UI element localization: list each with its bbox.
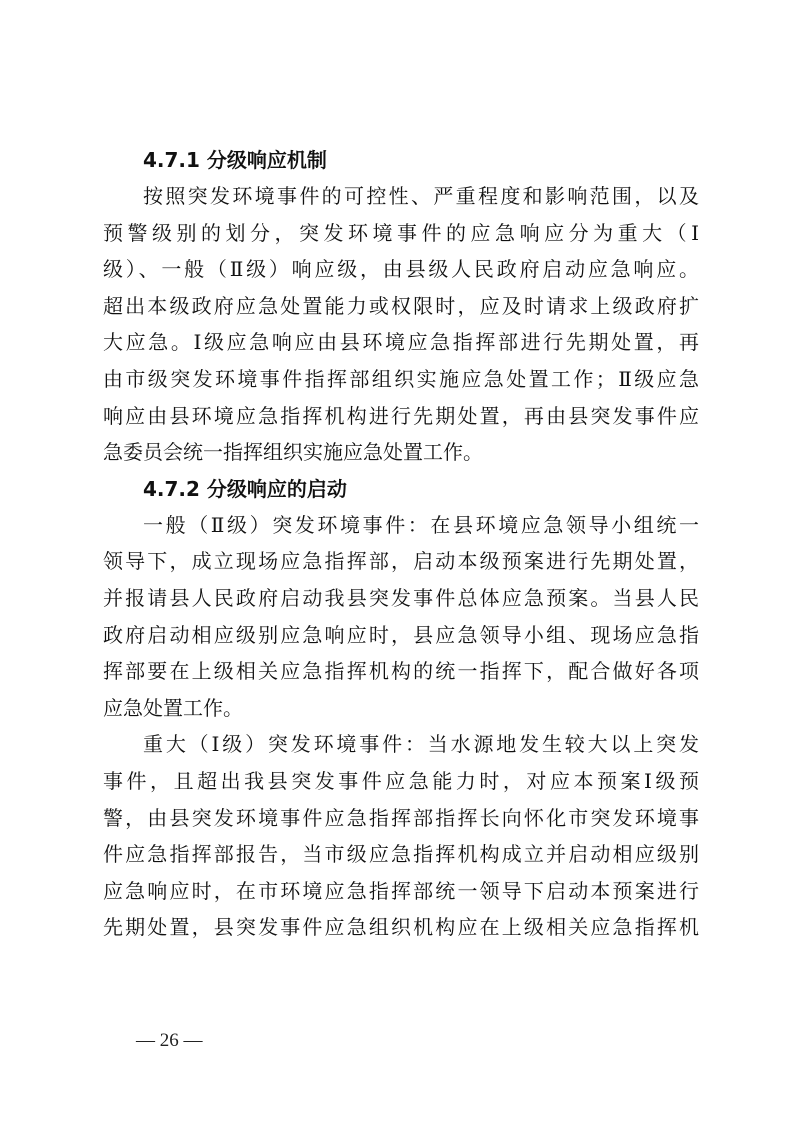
text-line: 挥部要在上级相关应急指挥机构的统一指挥下，配合做好各项 <box>103 659 699 684</box>
text-line: 重大（Ⅰ级）突发环境事件：当水源地发生较大以上突发 <box>143 732 699 757</box>
paragraph-response-mechanism <box>103 178 699 471</box>
text-line: 由市级突发环境事件指挥部组织实施应急处置工作；Ⅱ级应急 <box>103 366 699 391</box>
text-line: 一般（Ⅱ级）突发环境事件：在县环境应急领导小组统一 <box>143 512 699 537</box>
text-line: 超出本级政府应急处置能力或权限时，应及时请求上级政府扩 <box>103 293 699 318</box>
page-number: — 26 — <box>136 1030 203 1051</box>
section-heading-4-7-2: 4.7.2 分级响应的启动 <box>143 476 347 501</box>
section-heading-4-7-1: 4.7.1 分级响应机制 <box>143 148 327 172</box>
text-line: 警，由县突发环境事件应急指挥部指挥长向怀化市突发环境事 <box>103 805 699 830</box>
paragraph-major-level <box>103 726 699 946</box>
text-line: 事件，且超出我县突发事件应急能力时，对应本预案Ⅰ级预 <box>103 768 699 793</box>
text-line: 并报请县人民政府启动我县突发事件总体应急预案。当县人民 <box>103 585 699 610</box>
text-line: 先期处置，县突发事件应急组织机构应在上级相关应急指挥机 <box>103 915 699 940</box>
text-line: 大应急。Ⅰ级应急响应由县环境应急指挥部进行先期处置，再 <box>103 330 699 355</box>
text-line: 级）、一般（Ⅱ级）响应级，由县级人民政府启动应急响应。 <box>103 257 699 282</box>
text-line: 政府启动相应级别应急响应时，县应急领导小组、现场应急指 <box>103 622 699 647</box>
text-line: 领导下，成立现场应急指挥部，启动本级预案进行先期处置， <box>103 549 699 574</box>
text-line: 应急响应时，在市环境应急指挥部统一领导下启动本预案进行 <box>103 878 699 903</box>
text-line: 应急处置工作。 <box>103 695 243 720</box>
text-line: 响应由县环境应急指挥机构进行先期处置，再由县突发事件应 <box>103 403 699 428</box>
text-line: 预警级别的划分，突发环境事件的应急响应分为重大（Ⅰ <box>103 220 699 245</box>
document-page <box>103 142 699 946</box>
text-line: 急委员会统一指挥组织实施应急处置工作。 <box>103 440 483 465</box>
text-line: 按照突发环境事件的可控性、严重程度和影响范围，以及 <box>143 184 699 208</box>
text-line: 件应急指挥部报告，当市级应急指挥机构成立并启动相应级别 <box>103 842 699 867</box>
paragraph-general-level <box>103 507 699 727</box>
